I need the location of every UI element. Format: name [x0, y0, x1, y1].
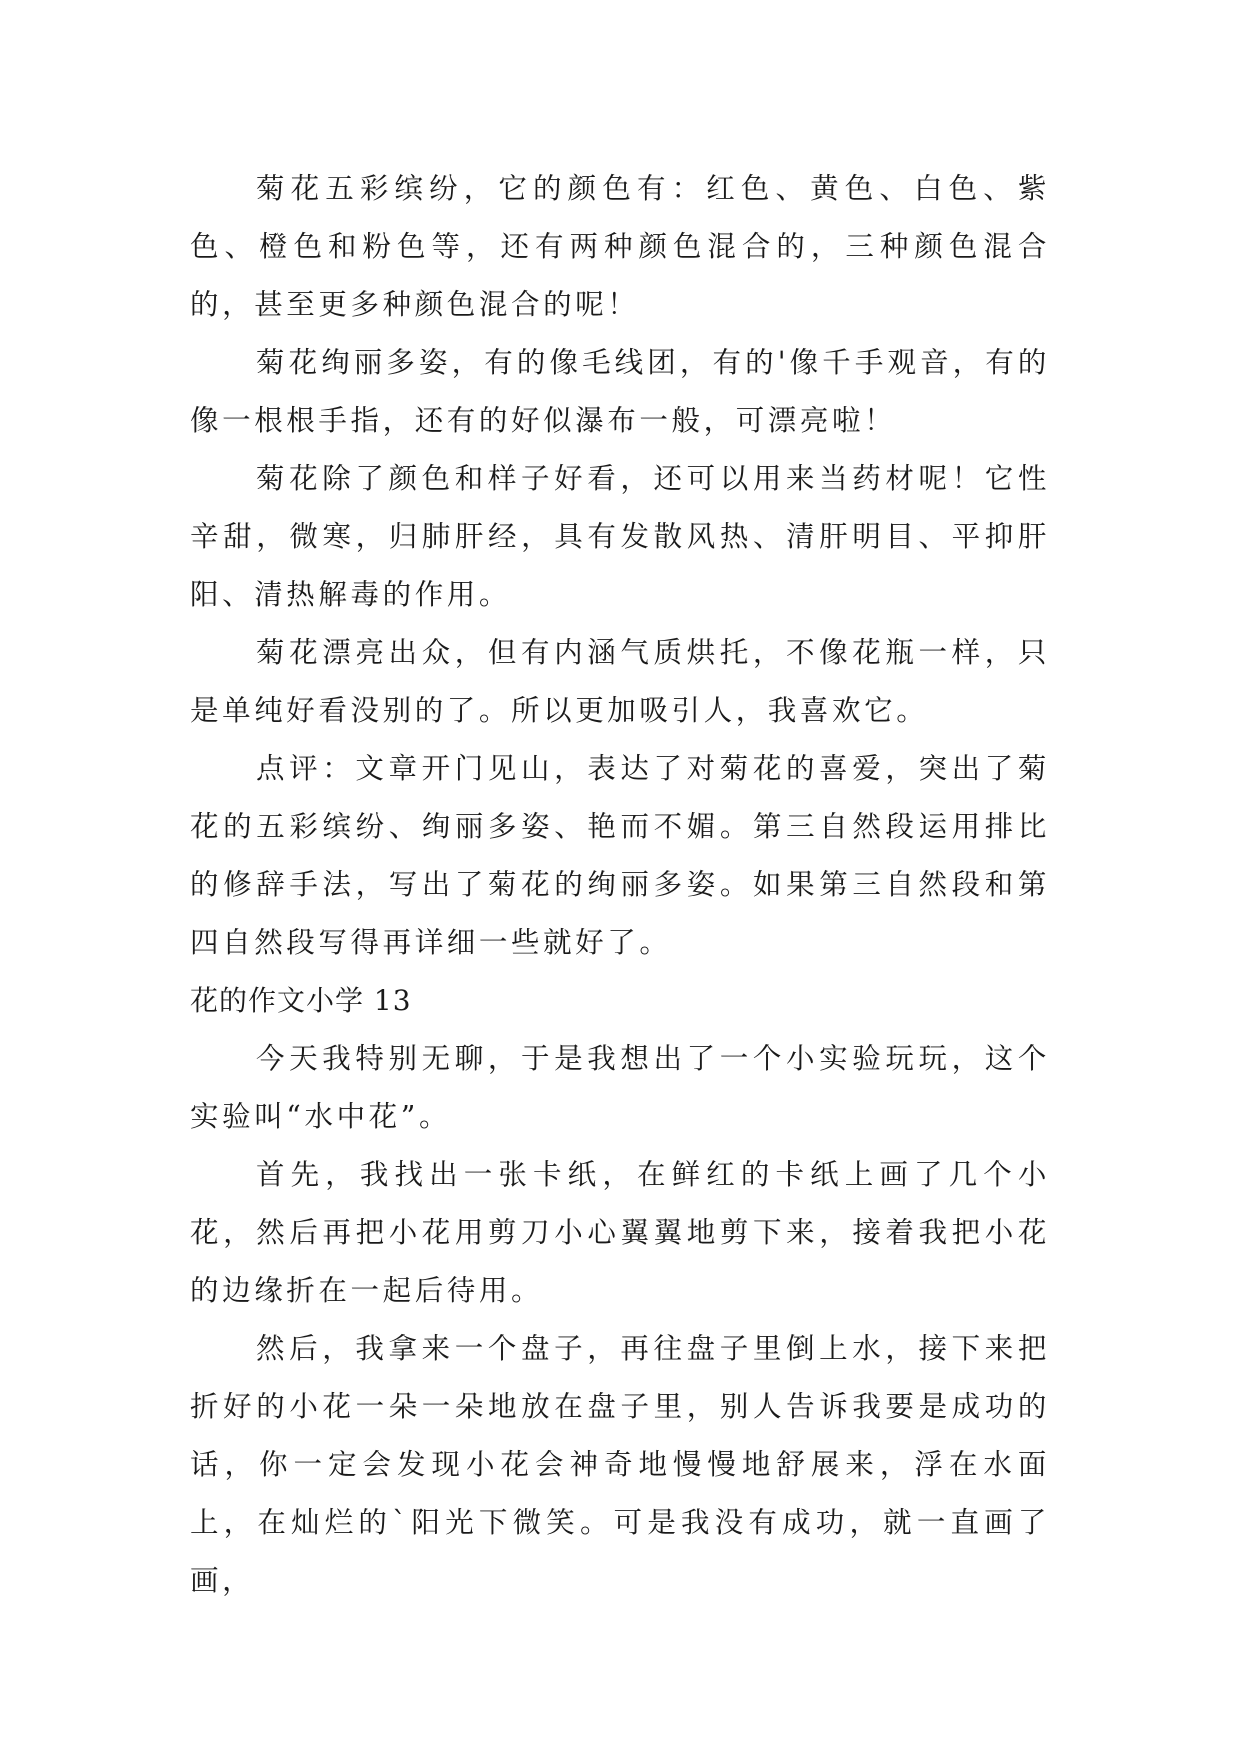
paragraph-color: 菊花五彩缤纷，它的颜色有：红色、黄色、白色、紫色、橙色和粉色等，还有两种颜色混合的，三种颜色混合的，甚至更多种颜色混合的呢！: [190, 172, 1050, 321]
paragraph-shape: 菊花绚丽多姿，有的像毛线团，有的'像千手观音，有的像一根根手指，还有的好似瀑布一般，可漂亮啦！: [190, 346, 1050, 437]
paragraph-medicine: 菊花除了颜色和样子好看，还可以用来当药材呢！它性辛甜，微寒，归肺肝经，具有发散风热、清肝明目、平抑肝阳、清热解毒的作用。: [190, 462, 1050, 611]
section-title: 花的作文小学 13: [190, 984, 412, 1017]
paragraph-first-step: 首先，我找出一张卡纸，在鲜红的卡纸上画了几个小花，然后再把小花用剪刀小心翼翼地剪下来，接着我把小花的边缘折在一起后待用。: [190, 1158, 1050, 1307]
paragraph-comment: 点评：文章开门见山，表达了对菊花的喜爱，突出了菊花的五彩缤纷、绚丽多姿、艳而不媚。第三自然段运用排比的修辞手法，写出了菊花的绚丽多姿。如果第三自然段和第四自然段写得再详细一些就好了。: [190, 752, 1050, 959]
paragraph-next-step: 然后，我拿来一个盘子，再往盘子里倒上水，接下来把折好的小花一朵一朵地放在盘子里，别人告诉我要是成功的话，你一定会发现小花会神奇地慢慢地舒展来，浮在水面上，在灿烂的`阳光下微笑。可是我没有成功，就一直画了画，: [190, 1332, 1050, 1597]
paragraph-beauty: 菊花漂亮出众，但有内涵气质烘托，不像花瓶一样，只是单纯好看没别的了。所以更加吸引人，我喜欢它。: [190, 636, 1050, 727]
paragraph-intro: 今天我特别无聊，于是我想出了一个小实验玩玩，这个实验叫“水中花”。: [190, 1042, 1050, 1133]
document-page: [190, 160, 1050, 1610]
